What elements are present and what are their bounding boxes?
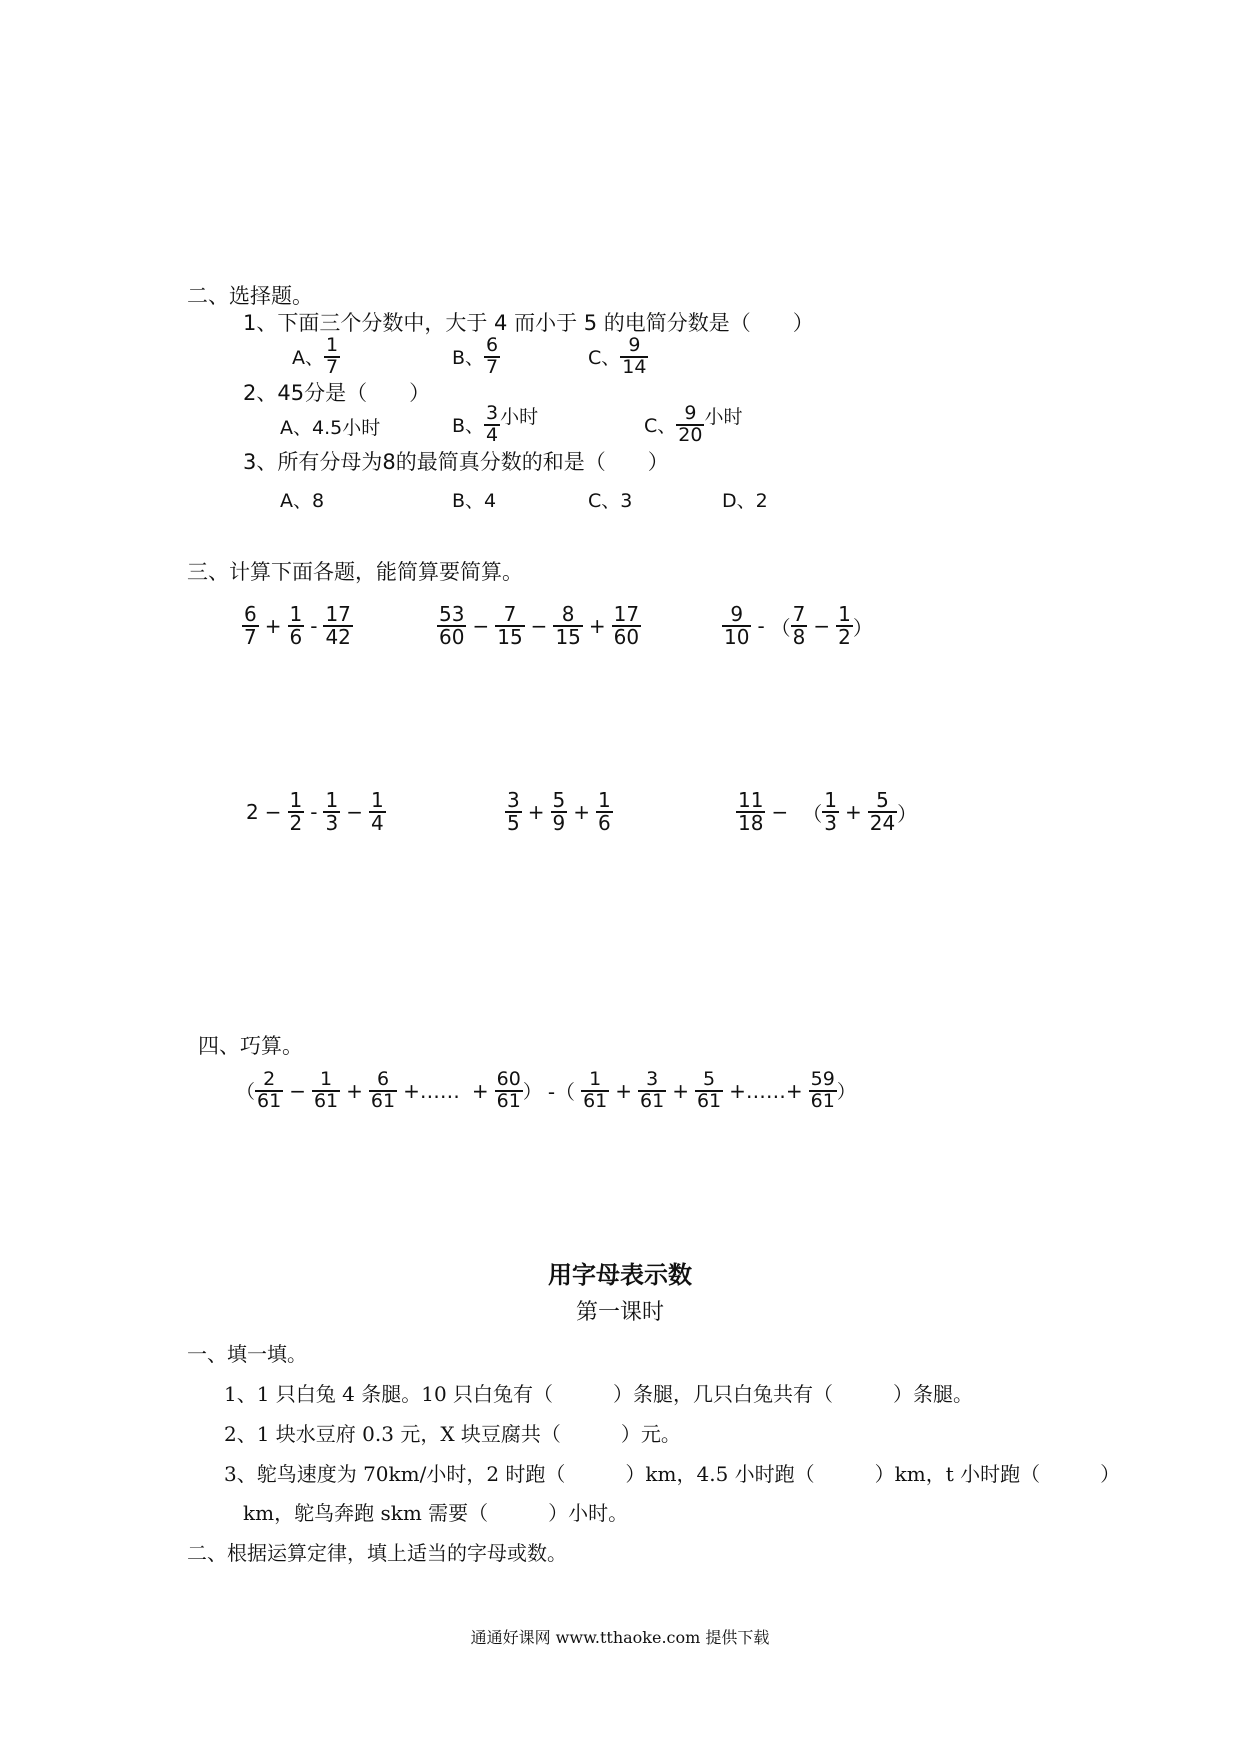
operator: −	[289, 1078, 306, 1103]
denominator: 6	[289, 625, 303, 649]
operator: −	[813, 614, 831, 638]
operator: −	[771, 800, 789, 824]
section4-heading: 四、巧算。	[198, 1034, 303, 1058]
q3-option-b: B、4	[452, 490, 497, 512]
question1-text: 1、下面三个分数中，大于 4 而小于 5 的电简分数是（ ）	[243, 311, 814, 335]
denominator: 2	[289, 811, 303, 835]
numerator: 1	[838, 602, 851, 626]
numerator: 59	[810, 1068, 835, 1090]
footer-credit: 通通好课网 www.tthaoke.com 提供下载	[470, 1628, 770, 1647]
expression-6	[736, 790, 917, 834]
q1-option-c-fraction	[620, 336, 648, 378]
numerator: 17	[325, 602, 351, 626]
q2-option-c-unit: 小时	[704, 406, 743, 429]
denominator: 3	[824, 811, 837, 835]
section2-heading: 二、选择题。	[187, 284, 313, 308]
denominator: 61	[496, 1089, 521, 1112]
operator: +	[527, 800, 545, 824]
denominator: 15	[555, 625, 581, 649]
question2-text: 2、45分是（ ）	[243, 381, 431, 405]
denominator: 42	[325, 625, 351, 649]
numerator: 2	[263, 1068, 276, 1090]
operator: −	[530, 614, 548, 638]
ellipsis: +……+	[729, 1078, 803, 1103]
left-paren: （	[770, 615, 791, 640]
denominator: 61	[640, 1089, 665, 1112]
fill-line-4: km，鸵鸟奔跑 skm 需要（ ）小时。	[243, 1501, 629, 1525]
q1-option-b-fraction	[484, 336, 500, 378]
denominator: 4	[486, 423, 499, 446]
denominator: 61	[583, 1089, 608, 1112]
fill-line-3: 3、鸵鸟速度为 70km/小时，2 时跑（ ）km，4.5 小时跑（ ）km，t 小时跑（ ）	[224, 1462, 1121, 1486]
expression-5	[505, 790, 613, 834]
q3-option-c: C、3	[588, 490, 633, 512]
section3-heading: 三、计算下面各题，能简算要简算。	[187, 560, 523, 584]
operator: +	[588, 614, 606, 638]
denominator: 6	[598, 811, 611, 835]
q2-option-a: A、4.5小时	[280, 417, 381, 439]
numerator: 17	[613, 602, 640, 626]
numerator: 8	[561, 602, 575, 626]
numerator: 1	[598, 788, 611, 812]
denominator: 5	[507, 811, 520, 835]
numerator: 1	[289, 602, 303, 626]
expression-3	[722, 604, 873, 648]
q1-option-c-label: C、	[588, 347, 621, 370]
left-paren: （	[802, 801, 823, 826]
denominator: 61	[313, 1089, 339, 1112]
q1-option-a-fraction	[324, 336, 340, 378]
q2-option-c	[644, 404, 742, 446]
operator: −	[472, 614, 490, 638]
denominator: 24	[869, 811, 896, 835]
numerator: 5	[876, 788, 889, 812]
q1-option-c	[588, 336, 648, 378]
q3-option-a: A、8	[280, 490, 325, 512]
denominator: 7	[486, 355, 499, 378]
denominator: 61	[696, 1089, 722, 1112]
denominator: 61	[810, 1089, 835, 1112]
right-paren: ）	[836, 1081, 856, 1104]
operator: +	[573, 800, 590, 824]
denominator: 4	[370, 811, 384, 835]
denominator: 15	[497, 625, 523, 649]
numerator: 7	[503, 602, 517, 626]
q1-option-b-label: B、	[452, 347, 485, 370]
numerator: 1	[289, 788, 303, 812]
denominator: 8	[792, 625, 806, 649]
numerator: 9	[628, 334, 641, 356]
numerator: 60	[496, 1068, 521, 1090]
denominator: 60	[613, 625, 640, 649]
denominator: 18	[738, 811, 764, 835]
numerator: 7	[792, 602, 806, 626]
part2-section2-heading: 二、根据运算定律，填上适当的字母或数。	[187, 1541, 567, 1565]
operator: -	[310, 614, 318, 638]
q2-option-c-fraction	[676, 404, 704, 446]
right-paren: ）	[852, 615, 873, 640]
numerator: 1	[326, 334, 339, 356]
numerator: 9	[730, 602, 744, 626]
operator: +	[672, 1078, 689, 1103]
numerator: 3	[486, 402, 499, 424]
lesson-title: 用字母表示数	[548, 1260, 692, 1289]
right-paren: ）	[897, 801, 918, 826]
operator: +	[264, 614, 282, 638]
part2-section1-heading: 一、填一填。	[187, 1342, 307, 1366]
q1-option-b	[452, 336, 500, 378]
operator: −	[346, 800, 363, 824]
numerator: 1	[824, 788, 837, 812]
denominator: 14	[622, 355, 647, 378]
operator: -	[757, 614, 765, 638]
denominator: 9	[552, 811, 566, 835]
q2-option-b-label: B、	[452, 415, 485, 438]
numerator: 1	[325, 788, 339, 812]
left-paren: （	[236, 1081, 256, 1104]
numerator: 9	[684, 402, 697, 424]
expression-1	[242, 604, 353, 648]
numerator: 6	[376, 1068, 390, 1090]
denominator: 61	[370, 1089, 396, 1112]
denominator: 10	[724, 625, 750, 649]
q2-option-b-fraction	[484, 404, 500, 446]
q1-option-a	[292, 336, 340, 378]
q1-option-a-label: A、	[292, 347, 324, 370]
numerator: 5	[552, 788, 566, 812]
q3-option-d: D、2	[722, 490, 768, 512]
numerator: 6	[486, 334, 499, 356]
question3-text: 3、所有分母为8的最简真分数的和是（ ）	[243, 450, 669, 474]
operator: +	[615, 1078, 633, 1103]
operator: +	[471, 1078, 489, 1103]
denominator: 3	[325, 811, 339, 835]
denominator: 7	[244, 625, 257, 649]
denominator: 20	[678, 423, 703, 446]
denominator: 2	[838, 625, 851, 649]
operator: -	[310, 800, 318, 824]
q2-option-b-unit: 小时	[500, 406, 539, 429]
denominator: 61	[257, 1089, 282, 1112]
lead-number: 2	[246, 800, 259, 824]
numerator: 53	[439, 602, 465, 626]
right-paren: ）	[522, 1081, 542, 1104]
numerator: 1	[370, 788, 384, 812]
operator: +	[346, 1078, 363, 1103]
operator: +	[844, 800, 862, 824]
operator: −	[264, 800, 282, 824]
numerator: 1	[320, 1068, 333, 1090]
fill-line-1: 1、1 只白兔 4 条腿。10 只白兔有（ ）条腿，几只白兔共有（ ）条腿。	[224, 1382, 974, 1406]
numerator: 3	[507, 788, 520, 812]
q2-option-c-label: C、	[644, 415, 677, 438]
fill-line-2: 2、1 块水豆府 0.3 元，X 块豆腐共（ ）元。	[224, 1422, 681, 1446]
denominator: 60	[439, 625, 465, 649]
expression-4	[246, 790, 386, 834]
numerator: 5	[703, 1068, 716, 1090]
denominator: 7	[326, 355, 339, 378]
numerator: 3	[646, 1068, 659, 1090]
lesson-subtitle: 第一课时	[575, 1300, 664, 1325]
numerator: 11	[738, 788, 764, 812]
expression-2	[437, 604, 641, 648]
minus-open-paren: -（	[547, 1080, 576, 1105]
ellipsis: +……	[403, 1078, 460, 1103]
clever-calculation-expression	[236, 1070, 856, 1112]
numerator: 6	[244, 602, 257, 626]
q2-option-b	[452, 404, 538, 446]
numerator: 1	[589, 1068, 602, 1090]
